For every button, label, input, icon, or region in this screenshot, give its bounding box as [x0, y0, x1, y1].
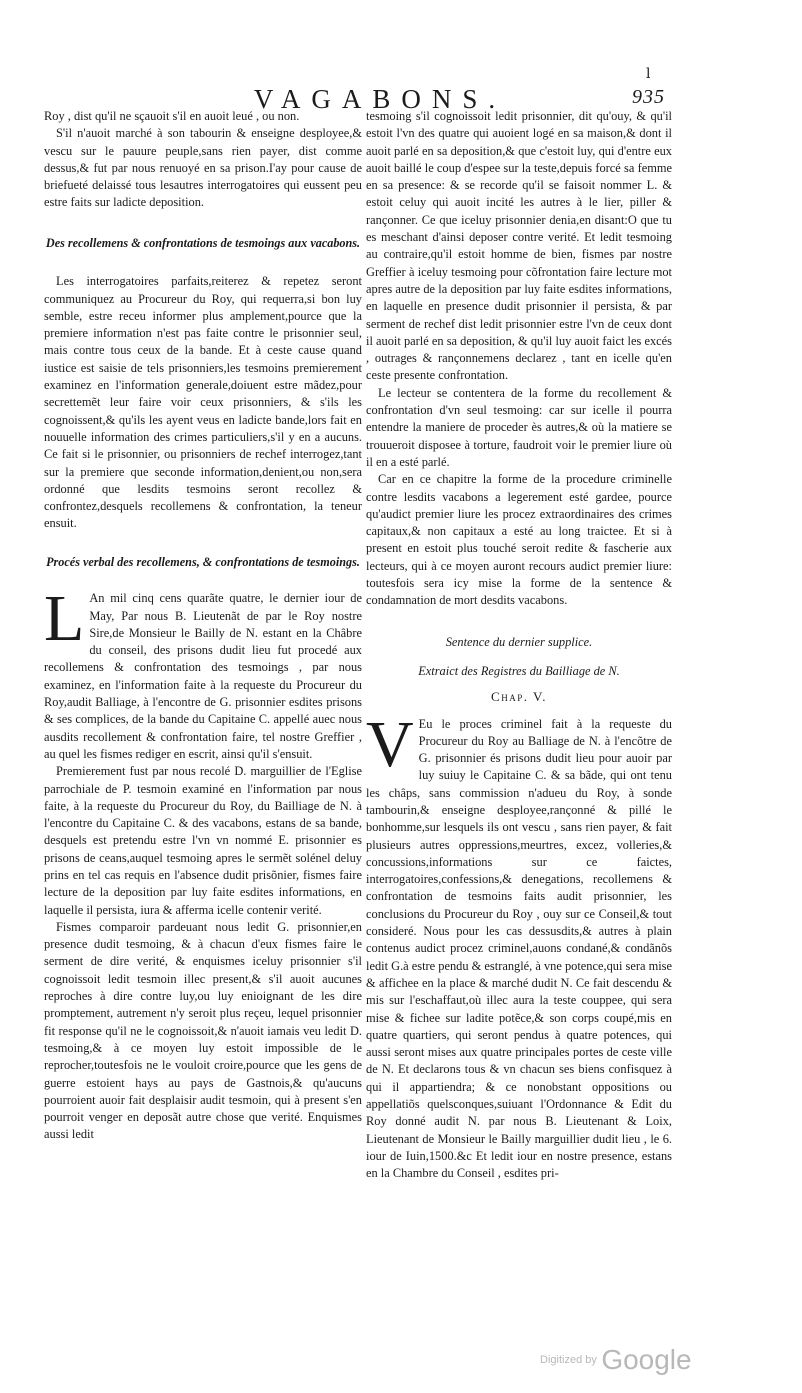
left-paragraph-6: Fismes comparoir pardeuant nous ledit G. prisonnier,en presence dudit tesmoing, & à chacun d'eux fismes faire le serment de dire verité, & enquismes iceluy prisonnier s'il cognoissoit ledit tesmoin illec present,& s'il auoit aucunes reproches à dire contre luy,ou luy enioignant de les dire promptement, autrement n'y seroit plus reçeu, lequel prisonnier fit response qu'il ne le cognoissoit,& n'auoit iamais veu ledit D. tesmoing,& à ce moyen luy estoit impossible de le reprocher,toutesfois ne le vouloit croire,pource que les gens de guerre estoient hays au pays de Gastnois,& qu'aucuns pourroient auoir fait desplaisir audit tesmoin, qui à present s'en pourroit venger en deposãt autre chose que verité. Enquismes aussi ledit — [44, 919, 362, 1142]
section-heading-sentence: Sentence du dernier supplice. — [445, 634, 593, 649]
digitized-by-label: Digitized by — [540, 1354, 597, 1366]
section-heading-extraict: Extraict des Registres du Bailliage de N. — [418, 663, 620, 678]
left-paragraph-4 — [44, 582, 362, 763]
section-heading-proces-verbal: Procés verbal des recollemens, & confrontations de tesmoings. — [46, 554, 360, 569]
running-title: VAGABONS. — [253, 84, 507, 114]
google-watermark — [540, 1344, 692, 1376]
page-number: 935 — [632, 86, 665, 108]
left-paragraph-2: S'il n'auoit marché à son tabourin & enseigne desployee,& vescu sur le pauure peuple,sans rien payer, dist comme dessus,& fut par nous renuoyé en sa prison.I'ay pour cause de briefueté delaissé tous lesautres interrogatoires qui eussent peu estre faits sur ladicte deposition. — [44, 126, 362, 210]
left-column — [44, 108, 362, 1144]
chapter-label: Chap. V. — [491, 689, 547, 705]
right-paragraph-1: tesmoing s'il cognoissoit ledit prisonnier, dit qu'ouy, & qu'il estoit l'vn des quatre qui auoient logé en sa maison,& dont il auoit parlé en sa deposition,& que c'estoit luy, qui d'entre eux auoit baillé le coup d'espee sur la teste,depuis forcé sa femme en sa presence: & se recorde qu'il se faisoit nommer L. & estoit celuy qui auoit incité les autres à le lier, piller & rançonner. Ce que iceluy prisonnier denia,en disant:O que tu es meschant d'ainsi deposer contre verité. Et ledit tesmoing au contraire,qu'il estoit homme de bien, fismes par nostre Greffier à iceluy tesmoing pour cõfrontation faire lecture mot apres autre de la deposition par luy faite esdites informations, en laquelle en presence dudit prisonnier il persista, & par serment de rechef dist ledit prisonnier estre l'vn de ceux dont il auoit parlé en sa deposition, & qu'il luy auoit faict les excés , outrages & rançonnemens declarez , tant en icelle qu'en ceste presente confrontation. — [366, 109, 672, 383]
drop-cap-V: V — [366, 707, 414, 781]
section-heading-recollemens: Des recollemens & confrontations de tesmoings aux vacabons. — [45, 235, 361, 250]
right-paragraph-4-text: Eu le proces criminel fait à la requeste du Procureur du Roy au Balliage de N. à l'encõtre de G. prisonnier és prisons dudit lieu pour auoir par luy suiuy le Capitaine C. & sa bãde, qui ont tenu les châps, sans commission n'adueu du Roy, à sonde tambourin,& enseigne desployee,rançonné & pillé le bonhomme,sur lesquels ils ont vescu , sans rien payer, & fait plusieurs autres oppressions,meurtres, excez, volleries,& concussions,informations sur ce faictes, interrogatoires,confessions,& denegations, recollemens & confrontation de tesmoins faits audit prisonnier, les conclusions du Procureur du Roy , ouy sur ce Conseil,& tout consideré. Nous pour les cas dessusdits,& autres à plain contenus audict procez criminel,auons condané,& condãnõs ledit G.à estre pendu & estranglé, à vne potence,qui sera mise & affichee en la place & marché dudit N. Ce fait descendu & mis sur l'eschaffaut,où illec aura la teste couppee, qui sera mise & fichee sur ladite potẽce,& son corps coupé,mis en quatre quartiers, qui seront pendus à quatre potences, qui aussi seront mises aux quatre principales portes de ceste ville de N. Et declarons tous & vn chacun ses biens confisquez à qui il appartiendra; & ce nonobstant oppositions ou appellatiõs quelsconques,suiuant l'Ordonnance & Edit du Roy donné audit N. par nous B. Lieutenant & Loix, Lieutenant de Monsieur le Bailly marguillier dudit lieu , le 6. iour de Iuin,1500.&c Et ledit iour en nostre presence, estans en la Chambre du Conseil , esdites pri- — [366, 716, 672, 1181]
right-paragraph-3: Car en ce chapitre la forme de la procedure criminelle contre lesdits vacabons a legerement esté gardee, pource qu'audict premier liure les procez extraordinaires des crimes capitaux,& non capitaux a esté au long traictee. Et si à present en estoit plus touché seroit redite & fascherie aux lecteurs, qui à ce moyen auront recours audict premier liure: toutesfois sera icy mise la forme de la sentence & condamnation de mort desdits vacabons. — [366, 472, 672, 608]
top-mark: l — [646, 66, 651, 82]
right-paragraph-4 — [366, 707, 672, 1183]
left-paragraph-4-text: An mil cinq cens quarãte quatre, le dernier iour de May, Par nous B. Lieutenãt de par le Roy nostre Sire,de Monsieur le Bailly de N. estant en la Châbre du conseil, des prisons dudit lieu fut procedé aux recollemens & confrontation des tesmoings , par nous examinez, en l'information faite à la requeste du Procureur du Roy,audit Balliage, à l'encontre de G. prisonnier esdites prisons & ses complices, de la bande du Capitaine C. appellé auec nous ausdits recollement & confrontation faire, tel nostre Greffier , au quel les fismes rediger en escrit, ainsi qu'il s'ensuit. — [44, 591, 362, 761]
drop-cap-L: L — [44, 582, 85, 656]
right-column — [366, 108, 672, 1183]
right-paragraph-2: Le lecteur se contentera de la forme du recollement & confrontation d'vn seul tesmoing: car sur icelle il pourra entendre la maniere de proceder ès autres,& où la matiere se trouueroit disposee à torture, faudroit voir le premier liure où il en a esté parlé. — [366, 385, 672, 469]
google-logo-text: Google — [601, 1344, 692, 1375]
left-paragraph-5: Premierement fust par nous recolé D. marguillier de l'Eglise parrochiale de P. tesmoin examiné en l'information par nous faite, à la requeste du Procureur du Roy, du Bailliage de N. à l'encontre du Capitaine C. & des vacabons, estans de sa bande, desquels est pretendu estre l'vn vn nommé E. prisonnier es prisons de ceans,auquel tesmoing apres le sermẽt solénel deluy prins en tel cas requis en l'absence dudit prisõnier, fismes faire lecture de la deposition par luy faite esdites informations, en laquelle il persista, iura & afferma icelle contenir verité. — [44, 764, 362, 917]
left-paragraph-1: Roy , dist qu'il ne sçauoit s'il en auoit leué , ou non. — [44, 109, 300, 123]
left-paragraph-3: Les interrogatoires parfaits,reiterez & repetez seront communiquez au Procureur du Roy, qui requerra,si bon luy semble, estre receu informer plus amplement,pource que la premiere information n'est pas faite contre le prisonnier seul, mais contre tous ceux de la bande. Et à ceste cause quand iustice est saisie de tels prisonniers,les tesmoins premierement examinez en l'information generale,doiuent estre mãdez,pour secrettemẽt leur faire voir ceux prisonniers, & s'ils les cognoissent,& qu'ils les ayent veus en ladicte bande,lors fait en nouuelle information des crimes particuliers,s'il y en a aucuns. Ce fait si le prisonnier, ou prisonniers de rechef interrogez,tant sur la premiere que seconde information,denient,ou non,sera ordonné que lesdits tesmoins seront recollez & confrontez,desquels recollemens & confrontation, la teneur ensuit. — [44, 274, 362, 531]
